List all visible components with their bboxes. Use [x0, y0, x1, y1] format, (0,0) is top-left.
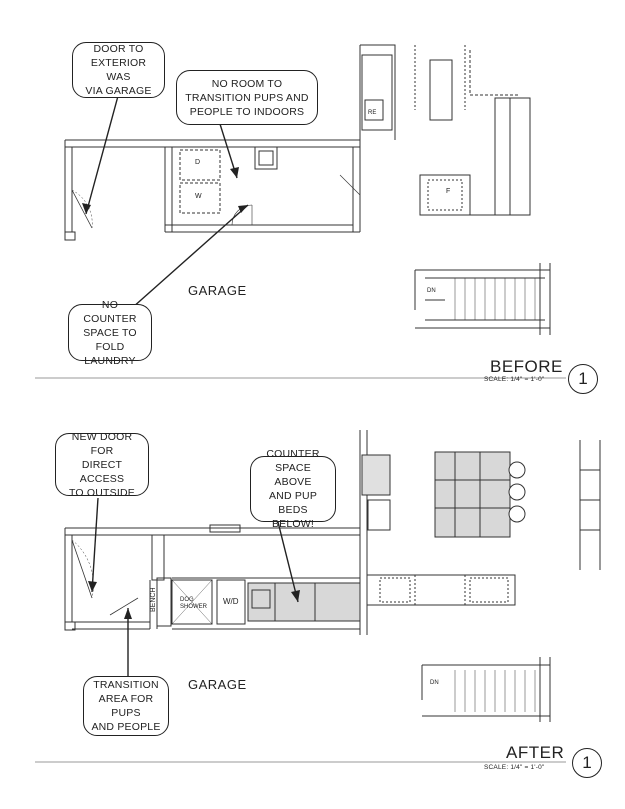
- before-garage-label: GARAGE: [188, 283, 247, 298]
- dog-shower-label: DOG SHOWER: [180, 597, 207, 610]
- dryer-label: D: [195, 159, 201, 166]
- after-garage-label: GARAGE: [188, 677, 247, 692]
- callout-counter-space: COUNTER SPACE ABOVE AND PUP BEDS BELOW!: [250, 456, 336, 522]
- before-scale: SCALE: 1/4" = 1'-0": [484, 376, 545, 383]
- before-sheet-number: 1: [568, 364, 598, 394]
- ref-label: RE: [368, 110, 377, 116]
- callout-no-room-transition: NO ROOM TO TRANSITION PUPS AND PEOPLE TO INDOORS: [176, 70, 318, 125]
- after-title: AFTER: [506, 743, 565, 762]
- after-stair-label: DN: [430, 680, 439, 686]
- washer-label: W: [195, 193, 202, 200]
- callout-transition-area: TRANSITION AREA FOR PUPS AND PEOPLE: [83, 676, 169, 736]
- before-title: BEFORE: [490, 357, 563, 376]
- fridge-label: F: [446, 188, 451, 195]
- leader-arrowheads: [82, 167, 300, 619]
- washer-dryer-label: W/D: [223, 597, 239, 606]
- before-stair-label: DN: [427, 288, 436, 294]
- callout-new-door: NEW DOOR FOR DIRECT ACCESS TO OUTSIDE: [55, 433, 149, 496]
- callout-no-counter-space: NO COUNTER SPACE TO FOLD LAUNDRY: [68, 304, 152, 361]
- after-sheet-number: 1: [572, 748, 602, 778]
- callout-door-to-exterior: DOOR TO EXTERIOR WAS VIA GARAGE: [72, 42, 165, 98]
- after-scale: SCALE: 1/4" = 1'-0": [484, 764, 545, 771]
- bench-label: BENCH: [150, 587, 157, 612]
